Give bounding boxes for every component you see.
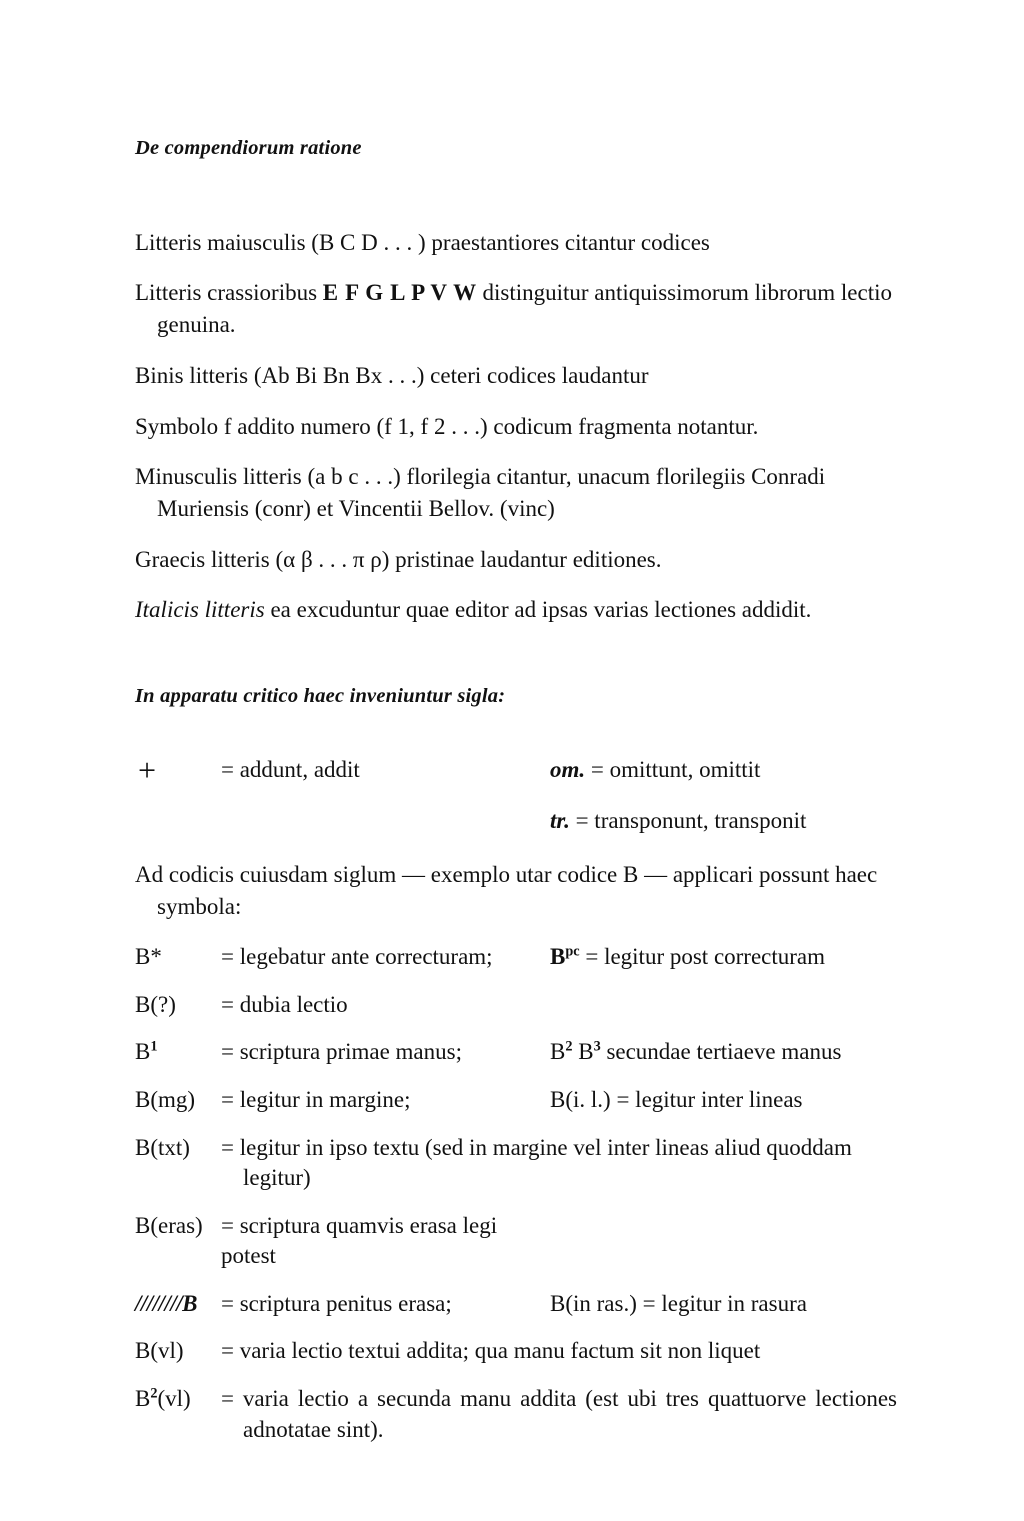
rule-symbolo xyxy=(135,411,897,443)
sigla-om-abbr: om. xyxy=(550,756,586,782)
sigla-row-b-varia-lectio xyxy=(135,1336,897,1367)
rule-minusculis xyxy=(135,461,897,524)
sigla-label: B* xyxy=(135,944,162,970)
rule-graecis-text: Graecis litteris (α β . . . π ρ) pristinae laudantur editiones. xyxy=(135,546,662,572)
sigla-label: B(vl) xyxy=(135,1338,184,1364)
rule-graecis xyxy=(135,544,897,576)
sigla-right-label: B xyxy=(550,944,566,970)
sigla-right-superscript: 2 xyxy=(565,1038,573,1055)
rule-binis xyxy=(135,360,897,392)
sigla-row-b-dubia xyxy=(135,990,897,1021)
sigla-row-b-margine xyxy=(135,1085,897,1116)
sigla-definition: = scriptura penitus erasa; xyxy=(221,1290,452,1316)
sigla-label-tail: (vl) xyxy=(157,1386,191,1412)
sigla-right-label-2: B xyxy=(578,1039,594,1065)
sigla-label: B(?) xyxy=(135,991,176,1017)
page-content xyxy=(135,136,897,1445)
sigla-label: B(txt) xyxy=(135,1134,190,1160)
sigla-label: B(eras) xyxy=(135,1212,203,1238)
sigla-row-b2-varia-lectio xyxy=(135,1384,897,1445)
sigla-row-b-star xyxy=(135,942,897,973)
sigla-definition: = legitur in margine; xyxy=(221,1087,411,1112)
sigla-label: B(mg) xyxy=(135,1087,196,1112)
sigla-right-entry xyxy=(550,1289,807,1320)
rule-crassioribus-pre: Litteris crassioribus xyxy=(135,280,323,306)
sigla-label-superscript: 1 xyxy=(150,1038,158,1055)
sigla-general-block xyxy=(135,751,897,859)
spacer xyxy=(135,709,897,755)
rule-binis-text: Binis litteris (Ab Bi Bn Bx . . .) ceteri codices laudantur xyxy=(135,362,649,388)
sigla-row-b-textu xyxy=(135,1133,897,1194)
sigla-right-definition: secundae tertiaeve manus xyxy=(600,1039,842,1065)
rule-symbolo-text: Symbolo f addito numero (f 1, f 2 . . .) codicum fragmenta notantur. xyxy=(135,413,759,439)
sigla-tr-abbr: tr. xyxy=(550,807,570,833)
sigla-label-base: B xyxy=(135,1386,151,1412)
sigla-definition: = legitur in ipso textu (sed in margine vel inter lineas aliud quoddam legitur) xyxy=(221,1134,852,1191)
sigla-right-entry xyxy=(550,1037,841,1068)
plus-icon: + xyxy=(138,751,157,788)
sigla-plus-definition: = addunt, addit xyxy=(221,756,360,782)
rule-italicis-lead: Italicis litteris xyxy=(135,597,265,623)
rule-italicis-rest: ea excuduntur quae editor ad ipsas varias lectiones addidit. xyxy=(264,597,812,623)
spacer xyxy=(135,161,897,227)
sigla-definition: = scriptura primae manus; xyxy=(221,1039,462,1065)
section-heading-apparatu: In apparatu critico haec inveniuntur sigla: xyxy=(135,685,506,708)
sigla-right-label: B xyxy=(550,1039,566,1065)
rule-minusculis-text: Minusculis litteris (a b c . . .) florilegia citantur, unacum florilegiis Conradi Muriensis (conr) et Vincentii Bellov. (vinc) xyxy=(135,464,826,521)
sigla-intro-text: Ad codicis cuiusdam siglum — exemplo utar codice B — applicari possunt haec symbola: xyxy=(135,861,878,919)
sigla-om-row xyxy=(550,757,760,783)
sigla-definition: = scriptura quamvis erasa legi potest xyxy=(221,1212,498,1269)
sigla-right-superscript: pc xyxy=(565,943,580,960)
sigla-definition: = varia lectio a secunda manu addita (est ubi tres quattuorve lectiones adnotatae sint). xyxy=(221,1386,897,1442)
sigla-right-entry xyxy=(550,1085,803,1116)
sigla-right-definition: = legitur in rasura xyxy=(642,1290,807,1316)
sigla-right-label: B(i. l.) xyxy=(550,1087,611,1112)
sigla-row-b-erasa xyxy=(135,1211,897,1272)
rule-crassioribus xyxy=(135,277,897,340)
sigla-label xyxy=(135,1384,221,1415)
rule-italicis xyxy=(135,594,897,626)
rule-crassioribus-bold-sigla: E F G L P V W xyxy=(322,280,477,306)
spacer xyxy=(135,626,897,684)
sigla-right-superscript-2: 3 xyxy=(593,1038,601,1055)
sigla-right-definition: = legitur post correcturam xyxy=(585,944,826,970)
sigla-tr-row xyxy=(550,808,806,834)
sigla-tr-definition: = transponunt, transponit xyxy=(575,807,807,833)
rule-maiusculis-text: Litteris maiusculis (B C D . . . ) praestantiores citantur codices xyxy=(135,229,710,255)
sigla-label xyxy=(135,1037,221,1068)
rule-crassioribus-post: distinguitur antiquissimorum librorum lectio genuina. xyxy=(157,280,892,338)
section-heading-compendiorum: De compendiorum ratione xyxy=(135,137,362,159)
sigla-label-base: B xyxy=(135,1039,151,1065)
sigla-definition: = legebatur ante correcturam; xyxy=(221,944,493,970)
sigla-right-entry xyxy=(550,942,825,973)
sigla-right-label: B(in ras.) xyxy=(550,1290,637,1316)
sigla-definition: = dubia lectio xyxy=(221,991,348,1017)
sigla-right-definition: = legitur inter lineas xyxy=(616,1087,803,1112)
sigla-row-erasure-hatch xyxy=(135,1289,897,1320)
sigla-row-b-prima-manus xyxy=(135,1037,897,1068)
sigla-label-erasure-icon: ////////B xyxy=(135,1290,197,1316)
sigla-om-definition: = omittunt, omittit xyxy=(590,756,761,782)
sigla-label-superscript: 2 xyxy=(150,1385,158,1402)
rule-maiusculis xyxy=(135,227,897,259)
sigla-definition: = varia lectio textui addita; qua manu factum sit non liquet xyxy=(221,1338,761,1364)
